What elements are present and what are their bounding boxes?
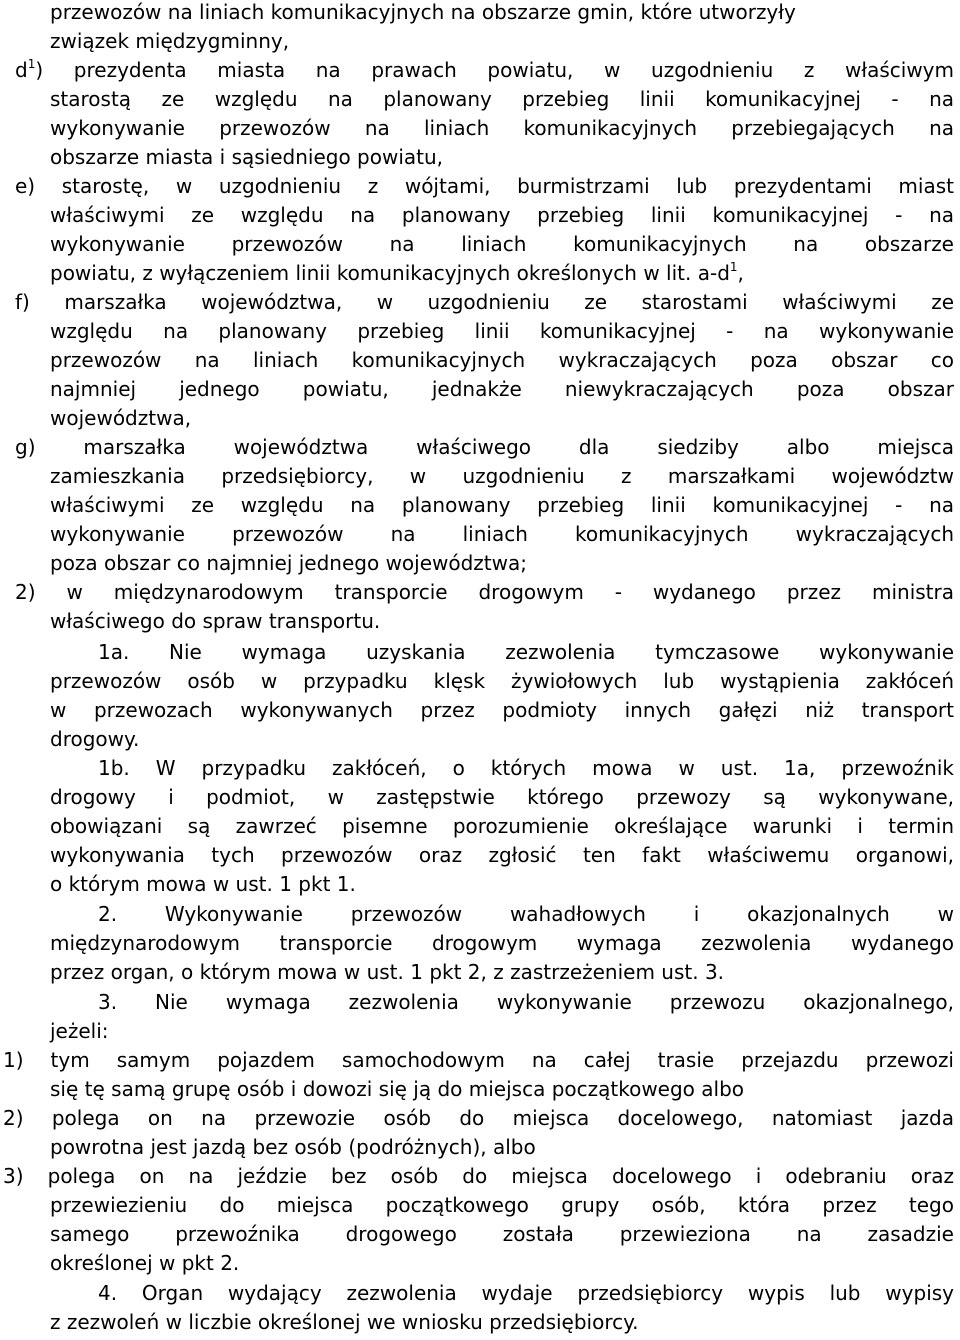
text-line: obowiązani są zawrzeć pisemne porozumienie określające warunki i termin bbox=[50, 814, 954, 838]
text-line: wykonywanie przewozów na liniach komunikacyjnych na obszarze bbox=[50, 232, 954, 256]
text-line: z zezwoleń w liczbie określonej we wniosku przedsiębiorcy. bbox=[50, 1310, 639, 1334]
list-item-2: 2) w międzynarodowym transporcie drogowym - wydanego przez ministra bbox=[15, 580, 954, 604]
text-line: określonej w pkt 2. bbox=[50, 1251, 240, 1275]
list-item-e: e) starostę, w uzgodnieniu z wójtami, burmistrzami lub prezydentami miast bbox=[15, 174, 954, 198]
text-line: zamieszkania przedsiębiorcy, w uzgodnieniu z marszałkami województw bbox=[50, 464, 954, 488]
text-line: przewiezieniu do miejsca początkowego grupy osób, która przez tego bbox=[50, 1193, 954, 1217]
text-line: wykonywanie przewozów na liniach komunikacyjnych przebiegających na bbox=[50, 116, 954, 140]
paragraph-2: 2. Wykonywanie przewozów wahadłowych i okazjonalnych w bbox=[98, 902, 954, 926]
text-line: związek międzygminny, bbox=[50, 29, 290, 53]
text-line: powrotna jest jazdą bez osób (podróżnych), albo bbox=[50, 1135, 536, 1159]
text-line: właściwymi ze względu na planowany przebieg linii komunikacyjnej - na bbox=[50, 493, 954, 517]
text-line: się tę samą grupę osób i dowozi się ją do miejsca początkowego albo bbox=[50, 1077, 745, 1101]
text-line: właściwego do spraw transportu. bbox=[50, 609, 381, 633]
text-line: przez organ, o którym mowa w ust. 1 pkt 2, z zastrzeżeniem ust. 3. bbox=[50, 960, 725, 984]
list-item-3-2: 2) polega on na przewozie osób do miejsca docelowego, natomiast jazda bbox=[3, 1106, 954, 1130]
list-item-g: g) marszałka województwa właściwego dla siedziby albo miejsca bbox=[15, 435, 954, 459]
text-line: przewozów na liniach komunikacyjnych wykraczających poza obszar co bbox=[50, 348, 954, 372]
text-line: najmniej jednego powiatu, jednakże niewykraczających poza obszar bbox=[50, 377, 954, 401]
text-line: powiatu, z wyłączeniem linii komunikacyjnych określonych w lit. $a-d^1$, bbox=[50, 260, 744, 285]
text-line: międzynarodowym transporcie drogowym wymaga zezwolenia wydanego bbox=[50, 931, 954, 955]
text-line: o którym mowa w ust. 1 pkt 1. bbox=[50, 872, 356, 896]
list-item-d1: $d^1$) prezydenta miasta na prawach powiatu, w uzgodnieniu z właściwym bbox=[15, 57, 954, 82]
paragraph-4: 4. Organ wydający zezwolenia wydaje przedsiębiorcy wypis lub wypisy bbox=[98, 1281, 954, 1305]
text-line: poza obszar co najmniej jednego województwa; bbox=[50, 551, 528, 575]
text-line: obszarze miasta i sąsiedniego powiatu, bbox=[50, 145, 444, 169]
text-line: przewozów osób w przypadku klęsk żywiołowych lub wystąpienia zakłóceń bbox=[50, 669, 954, 693]
paragraph-1b: 1b. W przypadku zakłóceń, o których mowa w ust. 1a, przewoźnik bbox=[98, 756, 954, 780]
text-line: drogowy i podmiot, w zastępstwie którego przewozy są wykonywane, bbox=[50, 785, 954, 809]
list-item-3-3: 3) polega on na jeździe bez osób do miejsca docelowego i odebraniu oraz bbox=[3, 1164, 954, 1188]
paragraph-3: 3. Nie wymaga zezwolenia wykonywanie przewozu okazjonalnego, bbox=[98, 990, 954, 1014]
text-line: jeżeli: bbox=[50, 1019, 109, 1043]
list-item-f: f) marszałka województwa, w uzgodnieniu ze starostami właściwymi ze bbox=[15, 290, 954, 314]
text-line: właściwymi ze względu na planowany przebieg linii komunikacyjnej - na bbox=[50, 203, 954, 227]
text-line: względu na planowany przebieg linii komunikacyjnej - na wykonywanie bbox=[50, 319, 954, 343]
text-line: w przewozach wykonywanych przez podmioty innych gałęzi niż transport bbox=[50, 698, 954, 722]
text-line: starostą ze względu na planowany przebieg linii komunikacyjnej - na bbox=[50, 87, 954, 111]
text-line: województwa, bbox=[50, 406, 192, 430]
text-line: wykonywanie przewozów na liniach komunikacyjnych wykraczających bbox=[50, 522, 954, 546]
text-line: drogowy. bbox=[50, 727, 140, 751]
text-line: przewozów na liniach komunikacyjnych na obszarze gmin, które utworzyły bbox=[50, 0, 796, 24]
paragraph-1a: 1a. Nie wymaga uzyskania zezwolenia tymczasowe wykonywanie bbox=[98, 640, 954, 664]
text-line: samego przewoźnika drogowego została przewieziona na zasadzie bbox=[50, 1222, 954, 1246]
text-line: wykonywania tych przewozów oraz zgłosić ten fakt właściwemu organowi, bbox=[50, 843, 954, 867]
list-item-3-1: 1) tym samym pojazdem samochodowym na całej trasie przejazdu przewozi bbox=[3, 1048, 954, 1072]
